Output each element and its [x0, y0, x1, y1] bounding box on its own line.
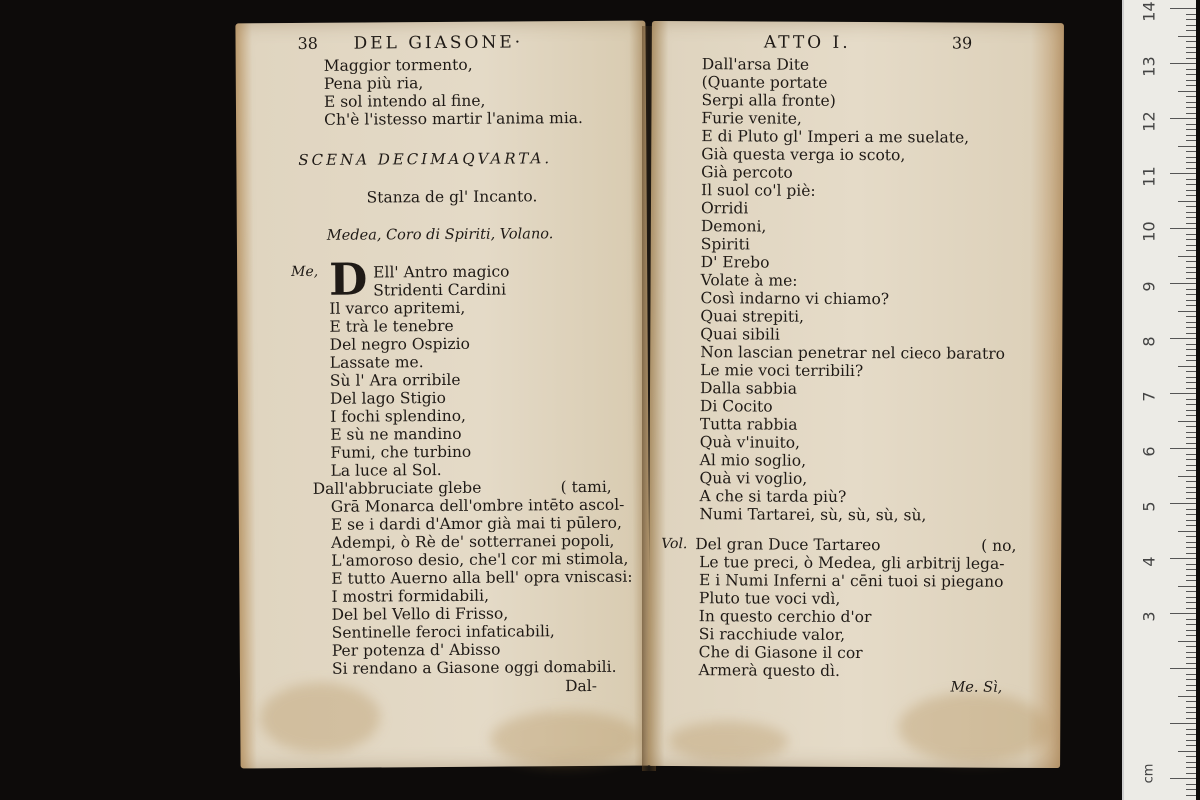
ruler-tick [1186, 162, 1196, 163]
verse-line: Del lago Stigio [329, 388, 446, 408]
verse-line: Numi Tartarei, sù, sù, sù, sù, [699, 505, 927, 525]
ruler-tick [1186, 580, 1196, 581]
ruler-tick [1186, 597, 1196, 598]
ruler-tick [1186, 652, 1196, 653]
speaker-label: Me, [291, 263, 319, 281]
ruler-tick [1178, 311, 1196, 312]
verse-line: Quai sibili [700, 325, 780, 344]
ruler-tick [1178, 146, 1196, 147]
running-head: ATTO I. [763, 32, 851, 53]
verse-line: E se i dardi d'Amor già mai ti pūlero, [330, 513, 622, 534]
ruler-tick [1186, 399, 1196, 400]
ruler-tick [1186, 344, 1196, 345]
verse-line: Armerà questo dì. [698, 661, 840, 680]
verse-line: Dall'arsa Dite [701, 55, 810, 74]
ruler-tick [1186, 729, 1196, 730]
measuring-ruler [1122, 0, 1196, 800]
verse-line: Serpi alla fronte) [701, 91, 836, 110]
verse-line: Si rendano a Giasone oggi domabili. [331, 657, 617, 678]
ruler-tick [1178, 366, 1196, 367]
ruler-tick [1170, 558, 1196, 559]
ruler-tick [1178, 201, 1196, 202]
ruler-tick [1186, 14, 1196, 15]
ruler-number: 7 [1139, 391, 1159, 402]
ruler-number: 6 [1139, 446, 1159, 457]
ruler-tick [1186, 85, 1196, 86]
verse-line: E tutto Auerno alla bell' opra vniscasi: [331, 567, 633, 588]
verse-line: Quà vi voglio, [699, 469, 808, 488]
ruler-tick [1186, 195, 1196, 196]
ruler-tick [1186, 300, 1196, 301]
ruler-tick [1186, 657, 1196, 658]
ruler-tick [1186, 542, 1196, 543]
ruler-tick [1186, 454, 1196, 455]
ruler-tick [1186, 245, 1196, 246]
page-number: 38 [297, 33, 318, 54]
drop-cap: D [329, 254, 368, 306]
ruler-tick [1186, 784, 1196, 785]
verse-line: Pena più ria, [323, 74, 424, 93]
ruler-tick [1186, 481, 1196, 482]
ruler-tick [1170, 448, 1196, 449]
verse-line: Ell' Antro magico [373, 262, 510, 282]
ruler-tick [1170, 393, 1196, 394]
ruler-tick [1186, 756, 1196, 757]
ruler-tick [1186, 322, 1196, 323]
verse-line: Così indarno vi chiamo? [700, 289, 890, 309]
verse-line: E di Pluto gl' Imperi a me suelate, [701, 127, 970, 147]
ruler-tick [1186, 740, 1196, 741]
ruler-tick [1186, 789, 1196, 790]
ruler-tick [1186, 410, 1196, 411]
ruler-number: 11 [1139, 166, 1159, 187]
ruler-tick [1186, 102, 1196, 103]
verse-line: Del gran Duce Tartareo [695, 535, 881, 555]
verse-line: E i Numi Inferni a' cēni tuoi si piegano [698, 571, 1004, 591]
ruler-tick [1170, 723, 1196, 724]
ruler-tick [1186, 432, 1196, 433]
verse-line: Spiriti [700, 235, 750, 254]
ruler-tick [1186, 630, 1196, 631]
running-head: DEL GIASONE· [353, 32, 524, 54]
ruler-number: 5 [1139, 501, 1159, 512]
ruler-tick [1186, 80, 1196, 81]
ruler-tick [1186, 47, 1196, 48]
ruler-tick [1186, 107, 1196, 108]
ruler-tick [1186, 690, 1196, 691]
ruler-tick [1170, 8, 1196, 9]
verse-line: Adempi, ò Rè de' sotterranei popoli, [330, 531, 615, 552]
ruler-number: 14 [1139, 1, 1159, 22]
open-book [238, 22, 1070, 777]
verse-line: (Quante portate [701, 73, 828, 92]
ruler-tick [1186, 553, 1196, 554]
ruler-tick [1186, 124, 1196, 125]
ruler-tick [1186, 113, 1196, 114]
scene-setting: Stanza de gl' Incanto. [366, 187, 538, 207]
verse-line: Sù l' Ara orribile [329, 370, 461, 390]
ruler-tick [1170, 228, 1196, 229]
ruler-tick [1186, 41, 1196, 42]
ruler-number: 10 [1139, 221, 1159, 242]
character-list: Medea, Coro di Spiriti, Volano. [326, 226, 554, 244]
verse-line: E trà le tenebre [329, 316, 454, 336]
ruler-number: 4 [1139, 556, 1159, 567]
ruler-tick [1186, 294, 1196, 295]
verse-line: Tutta rabbia [699, 415, 798, 434]
verse-line: Sentinelle feroci infaticabili, [331, 622, 555, 642]
ruler-tick [1186, 525, 1196, 526]
ruler-tick [1170, 173, 1196, 174]
ruler-tick [1170, 503, 1196, 504]
ruler-tick [1186, 239, 1196, 240]
ruler-tick [1186, 217, 1196, 218]
ruler-tick [1178, 696, 1196, 697]
ruler-tick [1186, 30, 1196, 31]
ruler-tick [1186, 190, 1196, 191]
verse-line: Il varco apritemi, [329, 298, 466, 318]
ruler-tick [1178, 476, 1196, 477]
ruler-tick [1186, 470, 1196, 471]
ruler-tick [1170, 668, 1196, 669]
ruler-tick [1170, 283, 1196, 284]
ruler-tick [1186, 25, 1196, 26]
ruler-tick [1186, 272, 1196, 273]
ruler-tick [1186, 679, 1196, 680]
ruler-tick [1186, 591, 1196, 592]
ruler-tick [1186, 250, 1196, 251]
ruler-tick [1186, 382, 1196, 383]
ruler-tick [1186, 212, 1196, 213]
ruler-tick [1186, 465, 1196, 466]
verse-block-top [324, 55, 583, 129]
ruler-tick [1186, 206, 1196, 207]
ruler-tick [1178, 36, 1196, 37]
verse-line: Maggior tormento, [323, 55, 473, 75]
ruler-tick [1186, 487, 1196, 488]
verse-line: Del negro Ospizio [329, 334, 470, 354]
verse-line: Pluto tue voci vdì, [698, 589, 841, 608]
ruler-tick [1186, 349, 1196, 350]
ruler-tick [1186, 707, 1196, 708]
speaker-label: Vol. [661, 535, 688, 553]
ruler-tick [1170, 338, 1196, 339]
ruler-tick [1170, 778, 1196, 779]
ruler-tick [1186, 795, 1196, 796]
ruler-tick [1186, 663, 1196, 664]
ruler-tick [1186, 718, 1196, 719]
verse-line: A che si tarda più? [699, 487, 847, 506]
ruler-tick [1186, 674, 1196, 675]
catchword: Dal- [564, 676, 597, 696]
ruler-tick [1178, 641, 1196, 642]
verse-line: Grā Monarca dell'ombre intēto ascol- [330, 495, 625, 516]
ruler-tick [1186, 437, 1196, 438]
verse-line: Le mie voci terribili? [700, 361, 864, 381]
ruler-tick [1186, 635, 1196, 636]
left-page [235, 21, 650, 769]
ruler-tick [1186, 745, 1196, 746]
ruler-tick [1186, 608, 1196, 609]
ruler-tick [1186, 168, 1196, 169]
ruler-unit-label: cm [1141, 763, 1157, 784]
verse-line: Dall'abbruciate glebe [312, 478, 482, 498]
verse-line: L'amoroso desio, che'l cor mi stimola, [331, 549, 629, 570]
ruler-tick [1186, 459, 1196, 460]
ruler-tick [1186, 316, 1196, 317]
ruler-number: 3 [1139, 611, 1159, 622]
ruler-tick [1186, 129, 1196, 130]
ruler-tick [1186, 360, 1196, 361]
ruler-tick [1186, 564, 1196, 565]
catchword: Me. Sì, [950, 679, 1003, 696]
verse-block-b [699, 553, 1005, 681]
ruler-tick [1186, 536, 1196, 537]
ruler-tick [1186, 520, 1196, 521]
ruler-tick [1186, 646, 1196, 647]
ruler-tick [1178, 751, 1196, 752]
verse-line: Di Cocito [699, 397, 773, 416]
verse-line: Non lascian penetrar nel cieco baratro [700, 343, 1006, 363]
ruler-tick [1186, 371, 1196, 372]
verse-line: Lassate me. [329, 353, 424, 372]
verse-line: Del bel Vello di Frisso, [331, 604, 509, 624]
ruler-tick [1186, 509, 1196, 510]
ruler-tick [1186, 69, 1196, 70]
ruler-tick [1186, 184, 1196, 185]
ruler-tick [1186, 514, 1196, 515]
ruler-tick [1178, 421, 1196, 422]
verse-line: La luce al Sol. [330, 461, 442, 480]
ruler-tick [1186, 223, 1196, 224]
ruler-tick [1170, 118, 1196, 119]
ruler-tick [1186, 619, 1196, 620]
ruler-tick [1186, 712, 1196, 713]
ruler-tick [1178, 91, 1196, 92]
ruler-number: 12 [1139, 111, 1159, 132]
ruler-tick [1186, 498, 1196, 499]
ruler-tick [1186, 19, 1196, 20]
verse-line: I fochi splendino, [330, 406, 466, 426]
ruler-tick [1186, 58, 1196, 59]
ruler-tick [1186, 377, 1196, 378]
verse-line: In questo cerchio d'or [698, 607, 872, 627]
ruler-tick [1186, 762, 1196, 763]
verse-line: I mostri formidabili, [331, 586, 490, 606]
ruler-tick [1186, 767, 1196, 768]
verse-line: Demoni, [700, 217, 767, 236]
ruler-number: 9 [1139, 281, 1159, 292]
ruler-tick [1186, 701, 1196, 702]
verse-line: E sol intendo al fine, [323, 91, 486, 111]
ruler-tick [1186, 327, 1196, 328]
turnover-line: ( tami, [560, 477, 612, 497]
ruler-tick [1186, 289, 1196, 290]
ruler-tick [1186, 261, 1196, 262]
verse-line: Le tue preci, ò Medea, gli arbitrij lega- [699, 553, 1005, 573]
ruler-tick [1186, 151, 1196, 152]
verse-line: Stridenti Cardini [373, 280, 507, 300]
ruler-tick [1186, 305, 1196, 306]
ruler-tick [1186, 140, 1196, 141]
ruler-tick [1170, 613, 1196, 614]
ruler-tick [1186, 734, 1196, 735]
page-number: 39 [951, 33, 973, 53]
ruler-tick [1186, 569, 1196, 570]
verse-line: Orridi [700, 199, 749, 218]
ruler-tick [1186, 52, 1196, 53]
verse-line: Quai strepiti, [700, 307, 805, 326]
ruler-tick [1186, 443, 1196, 444]
ruler-tick [1186, 624, 1196, 625]
ruler-tick [1186, 685, 1196, 686]
ruler-tick [1186, 492, 1196, 493]
ruler-tick [1186, 355, 1196, 356]
verse-block-a [699, 55, 1006, 525]
ruler-number: 8 [1139, 336, 1159, 347]
verse-line: Si racchiude valor, [698, 625, 846, 644]
right-page [648, 21, 1064, 768]
turnover-line: ( no, [981, 536, 1017, 555]
verse-line: Già percoto [701, 163, 793, 182]
ruler-tick [1178, 531, 1196, 532]
ruler-tick [1186, 333, 1196, 334]
ruler-tick [1186, 547, 1196, 548]
ruler-tick [1186, 278, 1196, 279]
verse-line: Già questa verga io scoto, [701, 145, 906, 165]
verse-line: Quà v'inuito, [699, 433, 801, 452]
verse-line: E sù ne mandino [330, 424, 462, 444]
verse-line: Dalla sabbia [699, 379, 798, 398]
ruler-tick [1170, 63, 1196, 64]
verse-line: Fumi, che turbino [330, 442, 472, 462]
ruler-tick [1186, 415, 1196, 416]
verse-line: Il suol co'l piè: [701, 181, 816, 200]
ruler-tick [1186, 135, 1196, 136]
ruler-tick [1186, 179, 1196, 180]
verse-line: Per potenza d' Abisso [331, 640, 501, 660]
verse-line: Ch'è l'istesso martir l'anima mia. [324, 109, 584, 129]
ruler-tick [1186, 74, 1196, 75]
verse-line: D' Erebo [700, 253, 770, 272]
ruler-tick [1186, 426, 1196, 427]
ruler-tick [1186, 602, 1196, 603]
ruler-tick [1178, 586, 1196, 587]
ruler-tick [1186, 388, 1196, 389]
ruler-tick [1186, 404, 1196, 405]
ruler-tick [1186, 267, 1196, 268]
verse-line: Furie venite, [701, 109, 802, 128]
verse-line: Al mio soglio, [699, 451, 807, 470]
ruler-tick [1186, 575, 1196, 576]
verse-line: Che di Giasone il cor [698, 643, 863, 663]
ruler-tick [1186, 234, 1196, 235]
ruler-tick [1186, 96, 1196, 97]
ruler-tick [1186, 773, 1196, 774]
ruler-tick [1178, 256, 1196, 257]
verse-line: Volate à me: [700, 271, 798, 290]
ruler-number: 13 [1139, 56, 1159, 77]
scene-title: SCENA DECIMAQVARTA. [298, 149, 553, 170]
ruler-tick [1186, 157, 1196, 158]
